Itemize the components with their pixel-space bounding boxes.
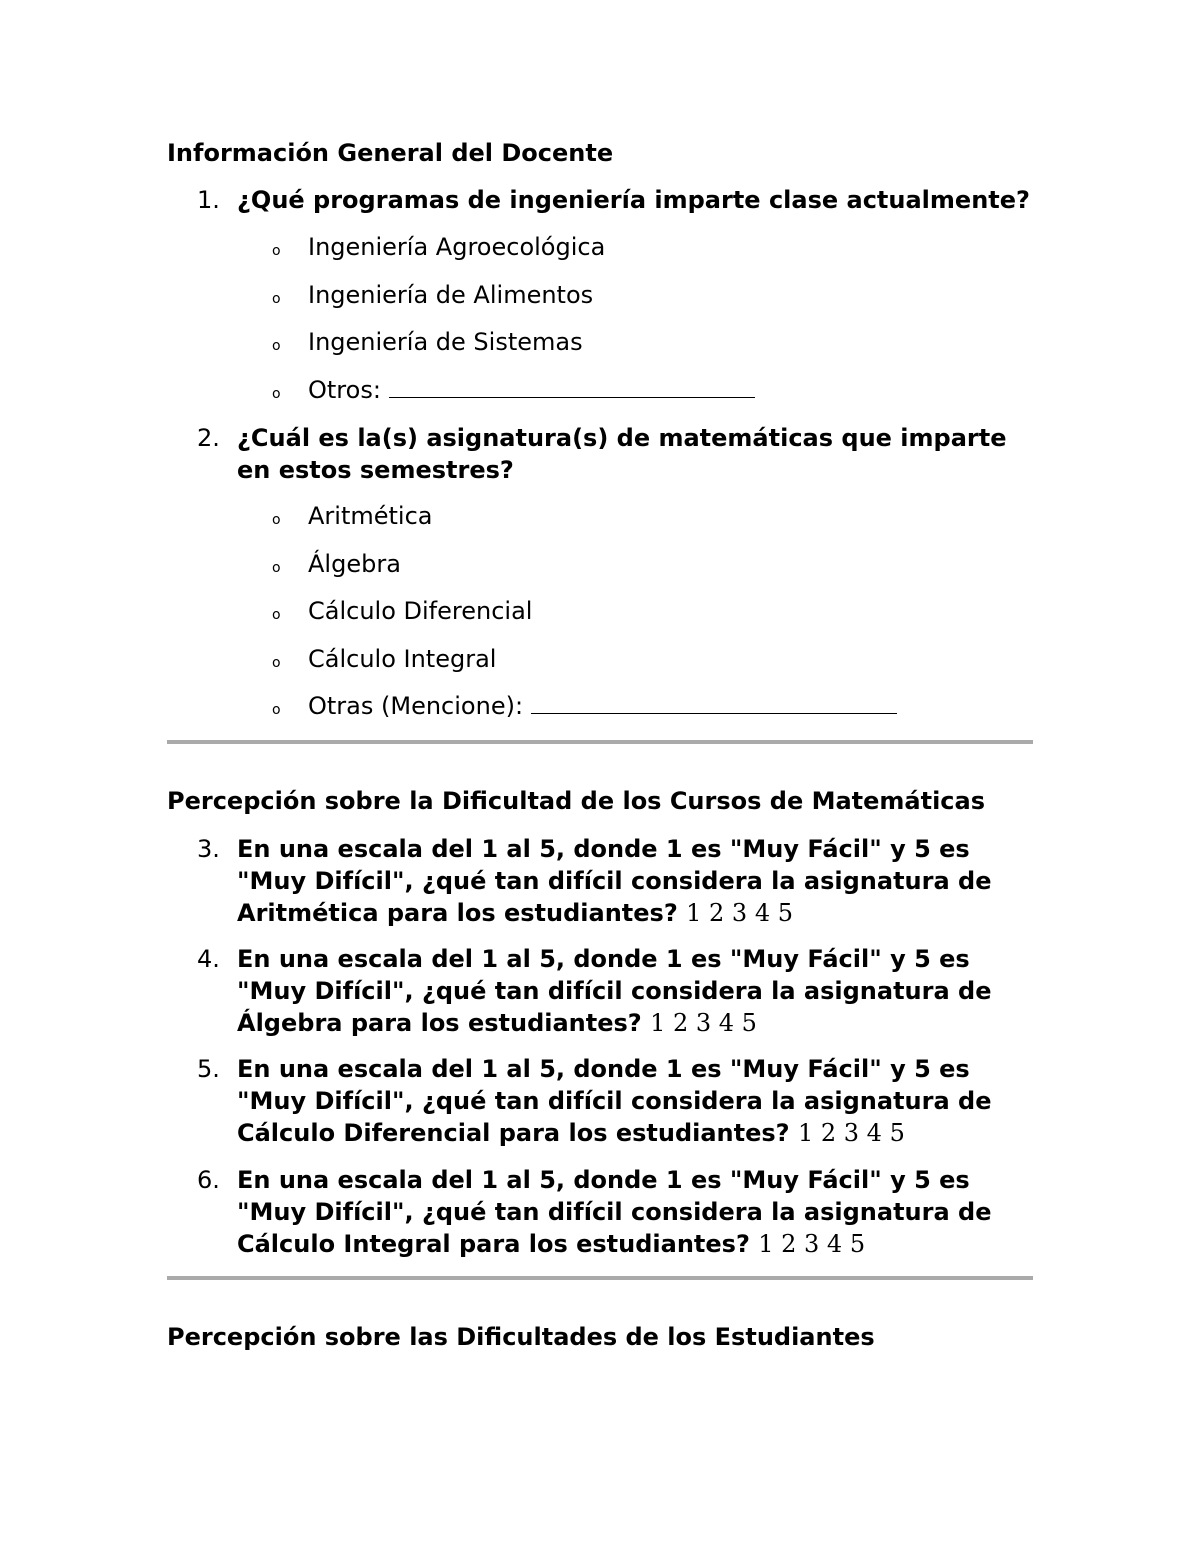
rating-scale: 1 2 3 4 5 [758, 1230, 866, 1258]
option-label: Aritmética [308, 502, 433, 530]
horizontal-rule [167, 740, 1033, 744]
option-label: Otros: [308, 376, 381, 404]
question-number: 3. [197, 835, 220, 863]
option-label: Ingeniería de Alimentos [308, 281, 594, 309]
question-3 [197, 833, 1037, 929]
question-number: 1. [197, 186, 220, 214]
bullet-icon: o [272, 243, 281, 259]
bullet-icon: o [272, 607, 281, 623]
bullet-icon: o [272, 512, 281, 528]
option-item [272, 326, 583, 362]
question-number: 6. [197, 1166, 220, 1194]
question-text: ¿Cuál es la(s) asignatura(s) de matemáticas que imparte en estos semestres? [237, 424, 1007, 484]
option-item [272, 374, 755, 410]
section-heading-student-difficulties [167, 1321, 1033, 1353]
question-number: 4. [197, 945, 220, 973]
question-text: En una escala del 1 al 5, donde 1 es "Muy Fácil" y 5 es "Muy Difícil", ¿qué tan difícil considera la asignatura de Cálculo Diferencial para los estudiantes? [237, 1055, 992, 1147]
question-text: En una escala del 1 al 5, donde 1 es "Muy Fácil" y 5 es "Muy Difícil", ¿qué tan difícil considera la asignatura de Aritmética para los estudiantes? [237, 835, 992, 927]
question-text: ¿Qué programas de ingeniería imparte clase actualmente? [237, 186, 1030, 214]
bullet-icon: o [272, 655, 281, 671]
bullet-icon: o [272, 560, 281, 576]
section-title: Percepción sobre las Dificultades de los Estudiantes [167, 1323, 875, 1351]
question-number: 5. [197, 1055, 220, 1083]
bullet-icon: o [272, 702, 281, 718]
bullet-icon: o [272, 291, 281, 307]
question-2 [197, 422, 1037, 486]
option-label: Ingeniería Agroecológica [308, 233, 606, 261]
option-item [272, 595, 532, 631]
question-number: 2. [197, 424, 220, 452]
horizontal-rule [167, 1276, 1033, 1280]
option-item [272, 690, 897, 726]
rating-scale: 1 2 3 4 5 [686, 899, 793, 927]
option-label: Otras (Mencione): [308, 692, 524, 720]
option-label: Cálculo Diferencial [308, 597, 533, 625]
question-4 [197, 943, 1037, 1039]
option-item [272, 548, 401, 584]
section-heading-difficulty [167, 785, 1033, 817]
question-text: En una escala del 1 al 5, donde 1 es "Muy Fácil" y 5 es "Muy Difícil", ¿qué tan difícil considera la asignatura de Álgebra para los estudiantes? [237, 945, 992, 1037]
question-1 [197, 184, 1037, 216]
option-item [272, 279, 593, 315]
rating-scale: 1 2 3 4 5 [797, 1119, 905, 1147]
bullet-icon: o [272, 386, 281, 402]
section-title: Información General del Docente [167, 139, 614, 167]
option-label: Álgebra [308, 550, 401, 578]
option-label: Cálculo Integral [308, 645, 497, 673]
option-item [272, 231, 605, 267]
blank-line[interactable] [389, 375, 755, 398]
section-title: Percepción sobre la Dificultad de los Cursos de Matemáticas [167, 787, 986, 815]
option-item [272, 643, 496, 679]
question-text: En una escala del 1 al 5, donde 1 es "Muy Fácil" y 5 es "Muy Difícil", ¿qué tan difícil considera la asignatura de Cálculo Integral para los estudiantes? [237, 1166, 992, 1258]
blank-line[interactable] [531, 691, 897, 714]
question-6 [197, 1164, 1037, 1260]
option-label: Ingeniería de Sistemas [308, 328, 583, 356]
bullet-icon: o [272, 338, 281, 354]
question-5 [197, 1053, 1037, 1149]
rating-scale: 1 2 3 4 5 [650, 1009, 757, 1037]
section-heading-general-info [167, 137, 1033, 169]
option-item [272, 500, 433, 536]
